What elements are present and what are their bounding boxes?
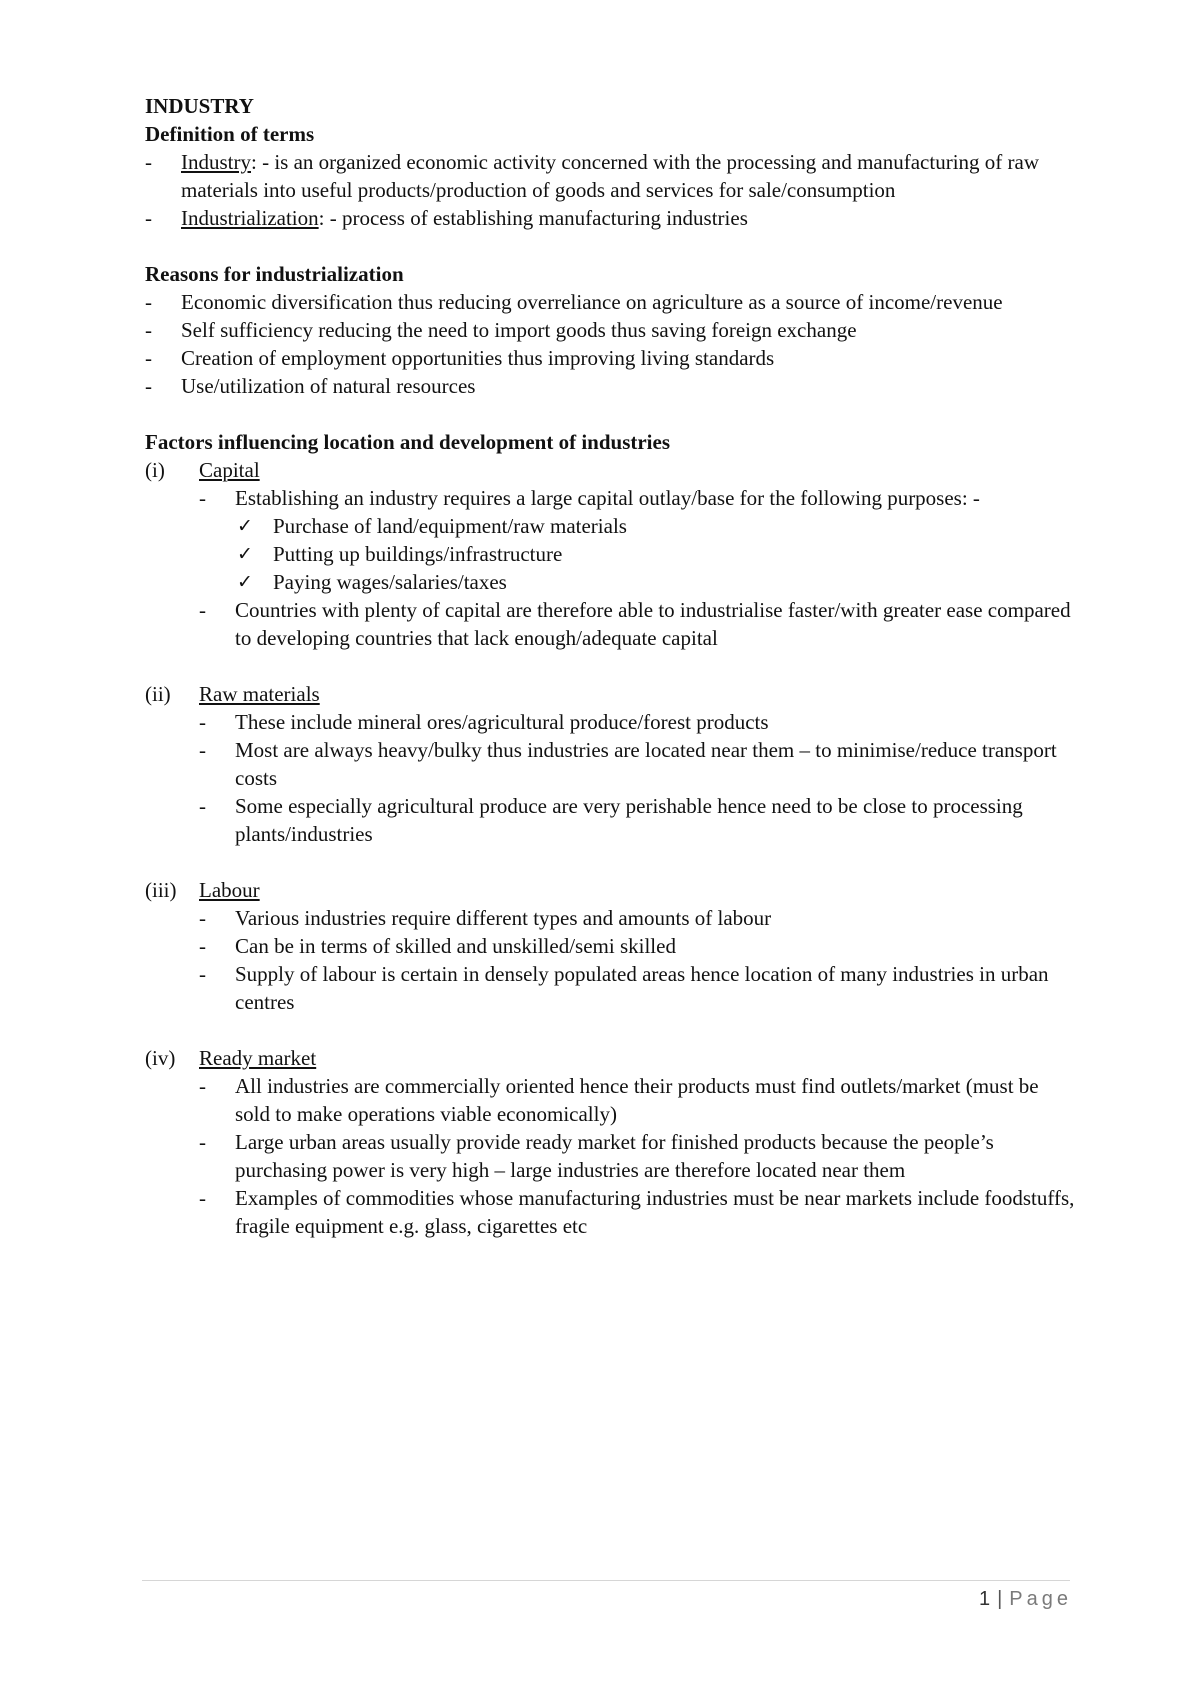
definition-term: Industry xyxy=(181,150,251,174)
labour-point: - Supply of labour is certain in densely populated areas hence location of many industries in urban centres xyxy=(199,960,1075,1016)
page-label: Page xyxy=(1009,1588,1072,1610)
definition-text: : - process of establishing manufacturing industries xyxy=(318,206,748,230)
capital-purpose-text: Purchase of land/equipment/raw materials xyxy=(273,514,627,538)
factor-ready-market xyxy=(145,1044,1075,1072)
checkmark-icon: ✓ xyxy=(237,571,253,593)
capital-purpose-item xyxy=(235,512,1075,540)
page-number: 1 xyxy=(978,1588,992,1610)
labour-points xyxy=(145,904,1075,1016)
raw-materials-point: - Some especially agricultural produce are very perishable hence need to be close to processing plants/industries xyxy=(199,792,1075,848)
ready-market-point: - All industries are commercially oriented hence their products must find outlets/market (must be sold to make operations viable economically) xyxy=(199,1072,1075,1128)
capital-purpose-item xyxy=(235,568,1075,596)
ready-market-points xyxy=(145,1072,1075,1240)
raw-materials-point: - These include mineral ores/agricultural produce/forest products xyxy=(199,708,1075,736)
ready-market-point: - Examples of commodities whose manufacturing industries must be near markets include foodstuffs, fragile equipment e.g. glass, cigarettes etc xyxy=(199,1184,1075,1240)
factor-capital xyxy=(145,456,1075,484)
capital-point xyxy=(199,484,1075,596)
factor-raw-materials xyxy=(145,680,1075,708)
definitions-list xyxy=(145,148,1075,232)
factor-name: Capital xyxy=(199,458,260,482)
factor-number: (iv) xyxy=(145,1046,176,1070)
capital-point: - Countries with plenty of capital are therefore able to industrialise faster/with greater ease compared to developing countries that lack enough/adequate capital xyxy=(199,596,1075,652)
capital-purpose-text: Putting up buildings/infrastructure xyxy=(273,542,563,566)
footer-divider xyxy=(142,1580,1070,1581)
raw-materials-point: - Most are always heavy/bulky thus industries are located near them – to minimise/reduce transport costs xyxy=(199,736,1075,792)
reason-item: - Self sufficiency reducing the need to import goods thus saving foreign exchange xyxy=(145,316,1075,344)
reason-item: - Use/utilization of natural resources xyxy=(145,372,1075,400)
factor-number: (i) xyxy=(145,458,165,482)
capital-point-text: Establishing an industry requires a large capital outlay/base for the following purposes: - xyxy=(235,486,980,510)
factors-heading: Factors influencing location and development of industries xyxy=(145,430,671,454)
factor-number: (iii) xyxy=(145,878,177,902)
factor-name: Labour xyxy=(199,878,260,902)
document-body xyxy=(145,92,1075,1240)
factor-name: Ready market xyxy=(199,1046,317,1070)
footer-separator: | xyxy=(997,1588,1004,1610)
definition-term: Industrialization xyxy=(181,206,319,230)
raw-materials-points xyxy=(145,708,1075,848)
page-footer xyxy=(979,1588,1072,1611)
capital-purpose-item xyxy=(235,540,1075,568)
ready-market-point: - Large urban areas usually provide ready market for finished products because the people’s purchasing power is very high – large industries are therefore located near them xyxy=(199,1128,1075,1184)
capital-purpose-text: Paying wages/salaries/taxes xyxy=(273,570,507,594)
definition-text: : - is an organized economic activity concerned with the processing and manufacturing of raw materials into useful products/production of goods and services for sale/consumption xyxy=(181,150,1040,202)
document-title: INDUSTRY xyxy=(145,94,254,118)
reasons-list xyxy=(145,288,1075,400)
checkmark-icon: ✓ xyxy=(237,515,253,537)
factor-name: Raw materials xyxy=(199,682,320,706)
reason-item: - Economic diversification thus reducing overreliance on agriculture as a source of income/revenue xyxy=(145,288,1075,316)
definition-item xyxy=(145,148,1075,204)
definition-item xyxy=(145,204,1075,232)
factor-labour xyxy=(145,876,1075,904)
capital-purposes-list xyxy=(235,512,1075,596)
capital-points xyxy=(145,484,1075,652)
factor-number: (ii) xyxy=(145,682,171,706)
checkmark-icon: ✓ xyxy=(237,543,253,565)
reasons-heading: Reasons for industrialization xyxy=(145,262,404,286)
labour-point: - Various industries require different types and amounts of labour xyxy=(199,904,1075,932)
labour-point: - Can be in terms of skilled and unskilled/semi skilled xyxy=(199,932,1075,960)
definitions-heading: Definition of terms xyxy=(145,122,315,146)
reason-item: - Creation of employment opportunities thus improving living standards xyxy=(145,344,1075,372)
